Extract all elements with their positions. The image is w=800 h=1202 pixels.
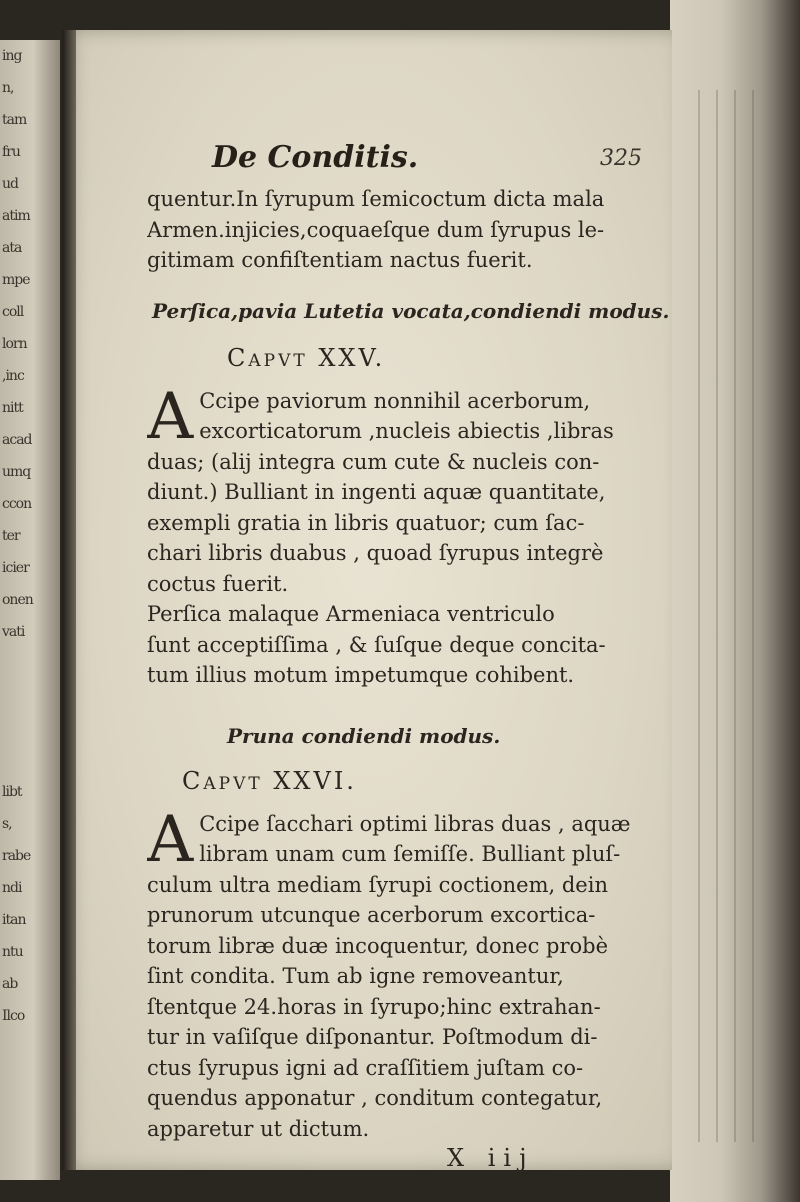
chapter-heading: Capvt XXVI.: [182, 766, 357, 795]
margin-fragment: atim: [2, 208, 30, 224]
text-line: tum illius motum impetumque cohibent.: [147, 663, 575, 687]
margin-fragment: vati: [2, 624, 25, 640]
book-edge: [670, 0, 800, 1202]
text-line: Ccipe paviorum nonnihil acerborum,: [199, 388, 591, 413]
margin-fragment: Ilco: [2, 1008, 25, 1024]
text-line: excorticatorum ,nucleis abiectis ,libras: [199, 419, 614, 443]
text-line: Armen.injicies,coquaeſque dum ſyrupus le-: [147, 217, 605, 242]
text-line: tur in vaſiſque diſponantur. Poſtmodum di-: [147, 1025, 598, 1049]
section-heading: Pruna condiendi modus.: [227, 723, 501, 748]
page-number: 325: [600, 146, 642, 171]
margin-fragment: ter: [2, 528, 20, 544]
text-line: exempli gratia in libris quatuor; cum ſac-: [147, 510, 585, 535]
margin-fragment: onen: [2, 592, 33, 608]
page-gutter: [62, 30, 76, 1170]
text-line: culum ultra mediam ſyrupi coctionem, dein: [147, 872, 608, 897]
text-line: quendus apponatur , conditum contegatur,: [147, 1086, 603, 1110]
margin-fragment: ndi: [2, 880, 22, 896]
text-line: chari libris duabus , quoad ſyrupus integrè: [147, 541, 604, 565]
margin-fragment: ntu: [2, 944, 23, 960]
margin-fragment: ata: [2, 240, 22, 256]
text-line: coctus fuerit.: [147, 571, 289, 596]
margin-fragment: icier: [2, 560, 29, 576]
signature-mark: X iij: [447, 1144, 535, 1172]
margin-fragment: mpe: [2, 272, 30, 288]
running-title: De Conditis.: [212, 140, 419, 175]
margin-fragment: s,: [2, 816, 12, 832]
margin-fragment: nitt: [2, 400, 23, 416]
text-line: diunt.) Bulliant in ingenti aquæ quantitate,: [147, 480, 606, 504]
text-line: prunorum utcunque acerborum excortica-: [147, 903, 596, 927]
margin-fragment: libt: [2, 784, 22, 800]
text-line: Perſica malaque Armeniaca ventriculo: [147, 602, 555, 626]
margin-fragment: ,inc: [2, 368, 24, 384]
section-heading: Perſica,pavia Lutetia vocata,condiendi modus.: [152, 298, 670, 323]
margin-fragment: acad: [2, 432, 32, 448]
margin-fragment: ccon: [2, 496, 32, 512]
book-page: [62, 30, 672, 1170]
margin-fragment: coll: [2, 304, 24, 320]
text-line: ſint condita. Tum ab igne removeantur,: [147, 964, 564, 988]
text-line: ſtentque 24.horas in ſyrupo;hinc extrahan-: [147, 994, 601, 1019]
text-line: ſunt acceptiſſima , & ſuſque deque concita-: [147, 632, 606, 657]
margin-fragment: [2, 688, 60, 712]
section-paragraph: [147, 386, 647, 691]
text-line: duas; (alij integra cum cute & nucleis con-: [147, 449, 600, 474]
text-line: ctus ſyrupus igni ad craſſitiem juſtam co-: [147, 1055, 584, 1080]
text-line: gitimam confiſtentiam nactus fuerit.: [147, 248, 533, 272]
margin-fragment: [2, 656, 60, 680]
text-line: apparetur ut dictum.: [147, 1116, 370, 1141]
margin-fragment: ud: [2, 176, 18, 192]
drop-cap: A: [147, 385, 194, 454]
margin-fragment: itan: [2, 912, 26, 928]
margin-fragment: fru: [2, 144, 20, 160]
margin-fragment: tam: [2, 112, 27, 128]
margin-fragment: n,: [2, 80, 14, 96]
margin-fragment: ing: [2, 48, 22, 64]
text-line: torum libræ duæ incoquentur, donec probè: [147, 933, 609, 958]
text-line: libram unam cum ſemiſſe. Bulliant pluſ-: [199, 842, 621, 866]
running-head: [147, 140, 647, 184]
margin-fragment: [2, 720, 60, 744]
margin-fragment: lorn: [2, 336, 27, 352]
facing-page-edge: [0, 40, 60, 1180]
section-paragraph: [147, 809, 647, 1145]
chapter-heading: Capvt XXV.: [227, 343, 386, 372]
margin-fragment: rabe: [2, 848, 31, 864]
drop-cap: A: [147, 808, 194, 877]
top-paragraph: [147, 184, 647, 276]
page-content: [147, 140, 670, 1172]
text-line: quentur.In ſyrupum ſemicoctum dicta mala: [147, 187, 605, 211]
margin-fragment: [2, 752, 60, 776]
text-line: Ccipe ſacchari optimi libras duas , aquæ: [199, 811, 631, 836]
margin-fragment: umq: [2, 464, 31, 480]
margin-fragment: ab: [2, 976, 18, 992]
